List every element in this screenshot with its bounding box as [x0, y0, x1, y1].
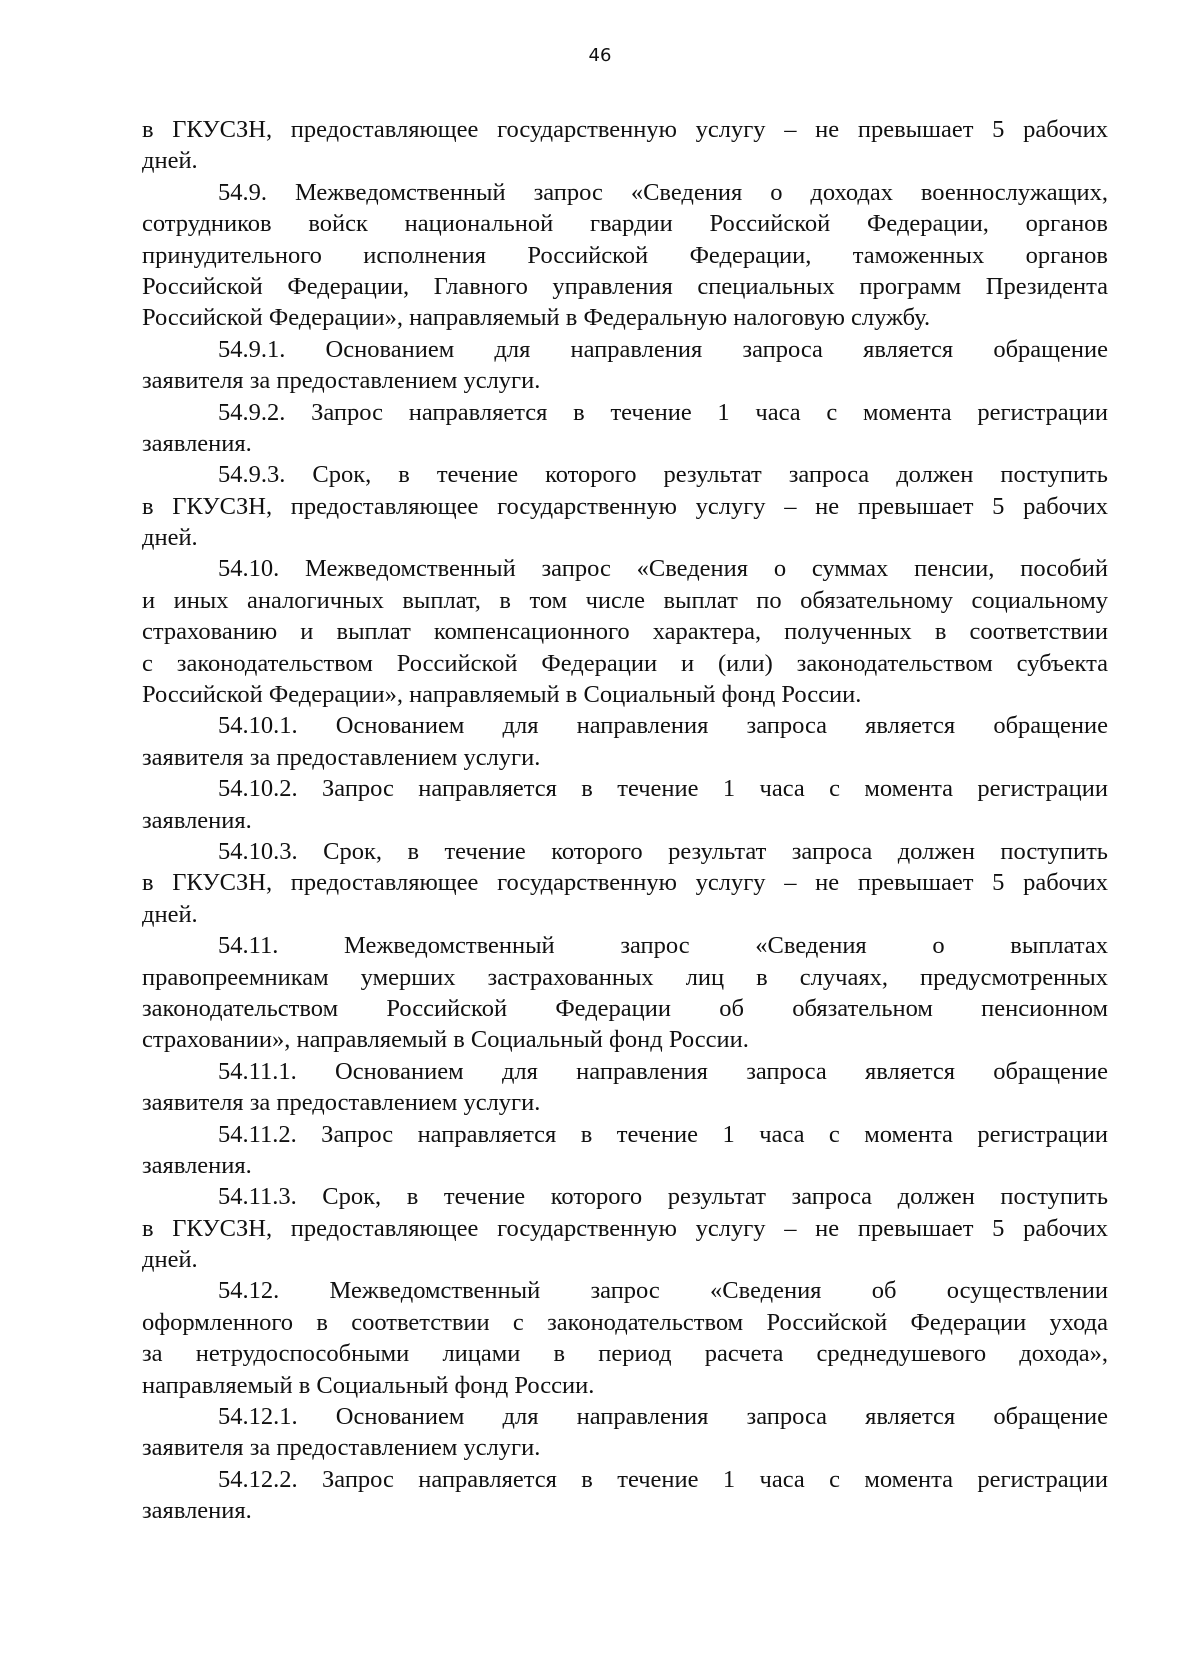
paragraph-line: 54.12.1. Основанием для направления запроса является обращение — [218, 1403, 1108, 1431]
paragraph — [142, 459, 1108, 553]
paragraph — [142, 1401, 1108, 1464]
paragraph-line: 54.9.1. Основанием для направления запроса является обращение — [218, 335, 1108, 363]
paragraph-line: принудительного исполнения Российской Федерации, таможенных органов — [142, 241, 1108, 269]
paragraph-line: оформленного в соответствии с законодательством Российской Федерации ухода — [142, 1308, 1108, 1336]
paragraph — [142, 397, 1108, 460]
paragraph — [142, 1464, 1108, 1527]
paragraph — [142, 773, 1108, 836]
paragraph — [142, 334, 1108, 397]
paragraph-line: страховании», направляемый в Социальный фонд России. — [142, 1026, 749, 1054]
paragraph — [142, 1056, 1108, 1119]
paragraph-line: Российской Федерации», направляемый в Федеральную налоговую службу. — [142, 304, 931, 332]
paragraph-line: 54.10.3. Срок, в течение которого результат запроса должен поступить — [218, 837, 1108, 865]
paragraph-line: в ГКУСЗН, предоставляющее государственную услугу – не превышает 5 рабочих — [142, 1214, 1108, 1242]
paragraph — [142, 114, 1108, 177]
paragraph-line: 54.11.3. Срок, в течение которого результат запроса должен поступить — [218, 1183, 1108, 1211]
paragraph-line: дней. — [142, 147, 198, 175]
paragraph-line: в ГКУСЗН, предоставляющее государственную услугу – не превышает 5 рабочих — [142, 869, 1108, 897]
paragraph-line: законодательством Российской Федерации об обязательном пенсионном — [142, 994, 1108, 1022]
paragraph-line: страхованию и выплат компенсационного характера, полученных в соответствии — [142, 618, 1108, 646]
paragraph-line: направляемый в Социальный фонд России. — [142, 1371, 595, 1399]
paragraph-line: 54.9.3. Срок, в течение которого результат запроса должен поступить — [218, 461, 1108, 489]
paragraph-line: заявления. — [142, 1497, 252, 1525]
page-number: 46 — [588, 45, 612, 66]
paragraph-line: 54.9.2. Запрос направляется в течение 1 часа с момента регистрации — [218, 398, 1108, 426]
paragraph-line: дней. — [142, 524, 198, 552]
paragraph — [142, 836, 1108, 930]
paragraph-line: с законодательством Российской Федерации и (или) законодательством субъекта — [142, 649, 1108, 677]
paragraph — [142, 1275, 1108, 1401]
paragraph-line: заявления. — [142, 429, 252, 457]
paragraph-line: 54.11.1. Основанием для направления запроса является обращение — [218, 1057, 1108, 1085]
paragraph-line: 54.11.2. Запрос направляется в течение 1 часа с момента регистрации — [218, 1120, 1108, 1148]
paragraph — [142, 177, 1108, 334]
paragraph-line: дней. — [142, 900, 198, 928]
paragraph — [142, 930, 1108, 1056]
paragraph-line: 54.11. Межведомственный запрос «Сведения о выплатах — [218, 932, 1108, 960]
paragraph-line: сотрудников войск национальной гвардии Российской Федерации, органов — [142, 210, 1108, 238]
paragraph-line: Российской Федерации, Главного управления специальных программ Президента — [142, 272, 1108, 300]
paragraph-line: заявления. — [142, 1151, 252, 1179]
paragraph-line: заявителя за предоставлением услуги. — [142, 1434, 541, 1462]
paragraph-line: 54.10.2. Запрос направляется в течение 1 часа с момента регистрации — [218, 775, 1108, 803]
document-body — [142, 114, 1108, 1527]
paragraph-line: Российской Федерации», направляемый в Социальный фонд России. — [142, 681, 862, 709]
paragraph-line: и иных аналогичных выплат, в том числе выплат по обязательному социальному — [142, 586, 1108, 614]
paragraph-line: заявителя за предоставлением услуги. — [142, 367, 541, 395]
paragraph-line: дней. — [142, 1246, 198, 1274]
paragraph-line: 54.12.2. Запрос направляется в течение 1 часа с момента регистрации — [218, 1465, 1108, 1493]
paragraph-line: за нетрудоспособными лицами в период расчета среднедушевого дохода», — [142, 1340, 1108, 1368]
paragraph-line: 54.9. Межведомственный запрос «Сведения о доходах военнослужащих, — [218, 178, 1108, 206]
paragraph — [142, 553, 1108, 710]
paragraph-line: 54.12. Межведомственный запрос «Сведения об осуществлении — [218, 1277, 1108, 1305]
paragraph — [142, 1119, 1108, 1182]
paragraph-line: заявления. — [142, 806, 252, 834]
paragraph-line: правопреемникам умерших застрахованных лиц в случаях, предусмотренных — [142, 963, 1108, 991]
paragraph-line: 54.10.1. Основанием для направления запроса является обращение — [218, 712, 1108, 740]
paragraph — [142, 710, 1108, 773]
paragraph-line: в ГКУСЗН, предоставляющее государственную услугу – не превышает 5 рабочих — [142, 116, 1108, 143]
paragraph-line: заявителя за предоставлением услуги. — [142, 743, 541, 771]
paragraph-line: заявителя за предоставлением услуги. — [142, 1089, 541, 1117]
paragraph-line: 54.10. Межведомственный запрос «Сведения о суммах пенсии, пособий — [218, 555, 1108, 583]
paragraph-line: в ГКУСЗН, предоставляющее государственную услугу – не превышает 5 рабочих — [142, 492, 1108, 520]
paragraph — [142, 1181, 1108, 1275]
